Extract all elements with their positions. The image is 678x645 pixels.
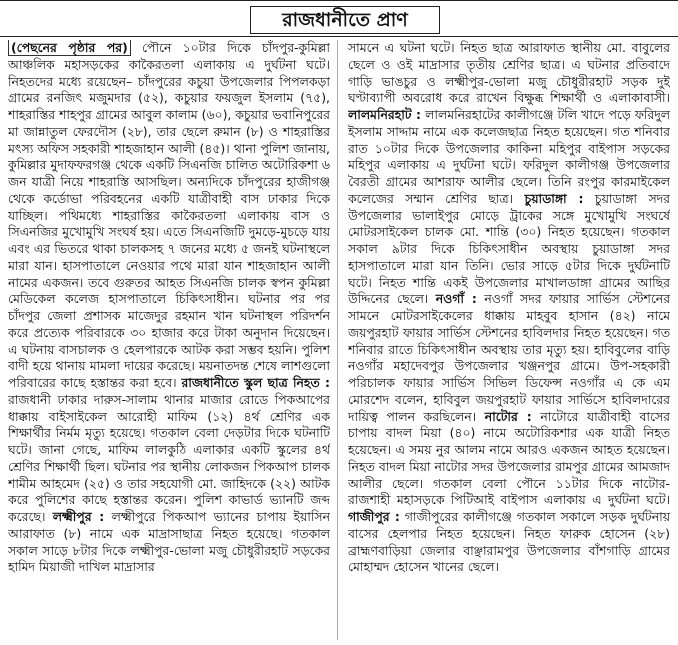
subhead-gazipur: গাজীপুর :: [348, 509, 400, 524]
subhead-lalmonirhat: লালমনিরহাট :: [348, 107, 422, 122]
article-text-left: [8, 40, 330, 576]
dhaka-paragraph: রাজধানী ঢাকার দারুস-সালাম থানার মাজার রোডে পিকআপের ধাক্কায় বাইসাইকেল আরোহী মাফিম (১২) ৪র্থ শ্রেণির এক শিক্ষার্থীর নির্মম মৃত্যু হয়েছে। গতকাল বেলা দেড়টার দিকে ঘটনাটি ঘটে। জানা গেছে, মাফিম লালকুঠি এলাকার একটি স্কুলের ৪র্থ শ্রেণির শিক্ষার্থী ছিল। ঘটনার পর স্থানীয় লোকজন পিকআপ চালক শামীম আহমেদ (২৫) ও তার সহযোগী মো. জাহিদকে (২২) আটক করে পুলিশের কাছে হস্তান্তর করেন। পুলিশ কাভার্ড ভ্যানটি জব্দ করেছে।: [8, 391, 330, 524]
naogaon-paragraph: নওগাঁ সদর ফায়ার সার্ভিস স্টেশনের সামনে মোটরসাইকেলের ধাক্কায় মাহবুব হাসান (৪২) নামে জয়পুরহাট ফায়ার সার্ভিস স্টেশনের হাবিলদার নিহত হয়েছেন। গত শনিবার রাতে চিকিৎসাধীন অবস্থায় তার মৃত্যু হয়। হাবিবুলের বাড়ি নওগাঁর মহাদেবপুর উপজেলার খঞ্জনপুর গ্রামে। উপ-সহকারী পরিচালক ফায়ার সার্ভিস সিভিল ডিফেন্স নওগাঁর এ কে এম মোরশেদ বলেন, হাবিবুল জয়পুরহাট ফায়ার সার্ভিসে হাবিলদারের দায়িত্ব পালন করছিলেন।: [348, 291, 670, 424]
column-divider: [337, 40, 338, 640]
subhead-lakshmipur: লক্ষ্মীপুর :: [52, 509, 105, 524]
subhead-dhaka: রাজধানীতে স্কুল ছাত্র নিহত :: [181, 375, 330, 390]
subhead-naogaon: নওগাঁ :: [435, 291, 477, 307]
continued-from-label: (পেছনের পৃষ্ঠার পর): [8, 40, 131, 56]
lead-paragraph: পৌনে ১০টার দিকে চাঁদপুর-কুমিল্লা আঞ্চলিক মহাসড়কের কাকৈরতলা এলাকায় এ দুর্ঘটনা ঘটে। নিহতদের মধ্যে রয়েছেন– চাঁদপুরের কচুয়া উপজেলার পিপলকড়া গ্রামের রনজিৎ মজুমদার (৫২), কচুয়ার ফয়জুল ইসলাম (৭৫), শাহরাস্তির শাহপুর গ্রামের আবুল কালাম (৬০), কচুয়ার ভবানিপুরের মা জান্নাতুল ফেরদৌস (২৮), তার ছেলে রুমান (৮) ও শাহরাস্তির মৎস্য অফিস সহকারী শাহজাহান আলী (৪৫)। থানা পুলিশ জানায়, কুমিল্লার মুদাফফরগঞ্জ থেকে একটি সিএনজি চালিত অটোরিকশা ৬ জন যাত্রী নিয়ে শাহরাস্তি আসছিল। অন্যদিকে চাঁদপুরের হাজীগঞ্জ থেকে কর্ডোভা পরিবহনের একটি যাত্রীবাহী বাস ঢাকার দিকে যাচ্ছিল। পথিমধ্যে শাহরাস্তির কাকৈরতলা এলাকায় বাস ও সিএনজির মুখোমুখি সংঘর্ষ হয়। এতে সিএনজিটি দুমড়ে-মুচড়ে যায় এবং এর ভিতরে থাকা চালকসহ ৭ জনের মধ্যে ৫ জনই ঘটনাস্থলে মারা যান। হাসপাতালে নেওয়ার পথে মারা যান শাহজাহান আলী নামের একজন। তবে গুরুতর আহত সিএনজি চালক স্বপন কুমিল্লা মেডিকেল কলেজ হাসপাতালে চিকিৎসাধীন। ঘটনার পর পর চাঁদপুর জেলা প্রশাসক মাজেদুর রহমান খান ঘটনাস্থল পরিদর্শন করে প্রত্যেক পরিবারকে ৩০ হাজার করে টাকা অনুদান দিয়েছেন। এ ঘটনায় বাসচালক ও হেলপারকে আটক করা সম্ভব হয়নি। পুলিশ বাদী হয়ে থানায় মামলা দায়ের করেছে। ময়নাতদন্ত শেষে লাশগুলো পরিবারের কাছে হস্তান্তর করা হবে।: [8, 40, 330, 390]
headline: রাজধানীতে প্রাণ: [250, 6, 440, 34]
gazipur-paragraph: গাজীপুরের কালীগঞ্জে গতকাল সকালে সড়ক দুর্ঘটনায় বাসের হেলপার নিহত হয়েছেন। নিহত ফারুক হোসেন (২৮) ব্রাহ্মণবাড়িয়া জেলার বাঞ্ছারামপুর উপজেলার বাঁশগাড়ি গ্রামের মোহাম্মদ হোসেন খানের ছেলে।: [348, 509, 670, 575]
bottom-rule: [0, 36, 678, 37]
article-text-right: [348, 40, 670, 576]
top-rule: [0, 0, 678, 1]
lalmonirhat-paragraph: লালমনিরহাটের কালীগঞ্জে টলি খাদে পড়ে ফরিদুল ইসলাম সাদ্দাম নামে এক কলেজছাত্র নিহত হয়েছেন। গত শনিবার রাত ১০টার দিকে উপজেলার কাকিনা মহিপুর বাইপাস সড়কের মহিপুর এলাকায় এ দুর্ঘটনা ঘটে। ফরিদুল কালীগঞ্জ উপজেলার বৈরতী গ্রামের আশরাফ আলীর ছেলে। তিনি রংপুর কারমাইকেল কলেজের সম্মান শ্রেণির ছাত্র।: [348, 107, 670, 206]
headline-banner: [0, 0, 678, 36]
subhead-chuadanga: চুয়াডাঙ্গা :: [524, 190, 584, 206]
chuadanga-paragraph: চুয়াডাঙ্গা সদর উপজেলার ভালাইপুর মোড়ে ট্রাকের সঙ্গে মুখোমুখি সংঘর্ষে মোটরসাইকেল চালক মো. শান্তি (৩০) নিহত হয়েছেন। গতকাল সকাল ৯টার দিকে চিকিৎসাধীন অবস্থায় চুয়াডাঙ্গা সদর হাসপাতালে মারা যান তিনি। ভোর সাড়ে ৫টার দিকে দুর্ঘটনাটি ঘটে। নিহত শান্তি একই উপজেলার মাখালডাঙ্গা গ্রামের আছির উদ্দিনের ছেলে।: [348, 190, 670, 307]
lakshmipur-continued: সামনে এ ঘটনা ঘটে। নিহত ছাত্র আরাফাত স্থানীয় মো. বাবুলের ছেলে ও ওই মাদ্রাসার তৃতীয় শ্রেণির ছাত্র। এ ঘটনার প্রতিবাদে গাড়ি ভাঙচুর ও লক্ষ্মীপুর-ভোলা মজু চৌধুরীরহাট সড়ক দুই ঘণ্টাব্যাপী অবরোধ করে রাখেন বিক্ষুব্ধ শিক্ষার্থী ও এলাকাবাসী।: [348, 40, 670, 106]
lakshmipur-paragraph: লক্ষ্মীপুরে পিকআপ ভ্যানের চাপায় ইয়াসিন আরাফাত (৮) নামে এক মাদ্রাসাছাত্র নিহত হয়েছে। গতকাল সকাল সাড়ে ৮টার দিকে লক্ষ্মীপুর-ভোলা মজু চৌধুরীরহাট সড়কের হামিদ মিয়াজী দাখিল মাদ্রাসার: [8, 509, 330, 575]
left-column: [8, 40, 330, 642]
subhead-natore: নাটোর :: [484, 408, 532, 424]
right-column: [348, 40, 670, 642]
natore-paragraph: নাটোরে যাত্রীবাহী বাসের চাপায় বাদল মিয়া (৪০) নামে অটোরিকশার এক যাত্রী নিহত হয়েছেন। এ সময় নুর আলম নামে আরও একজন আহত হয়েছেন। নিহত বাদল মিয়া নাটোর সদর উপজেলার রামপুর গ্রামের আমজাদ আলীর ছেলে। গতকাল বেলা পৌনে ১১টার দিকে নাটোর-রাজশাহী মহাসড়কে পিটিআই বাইপাস এলাকায় এ দুর্ঘটনা ঘটে।: [348, 408, 670, 508]
